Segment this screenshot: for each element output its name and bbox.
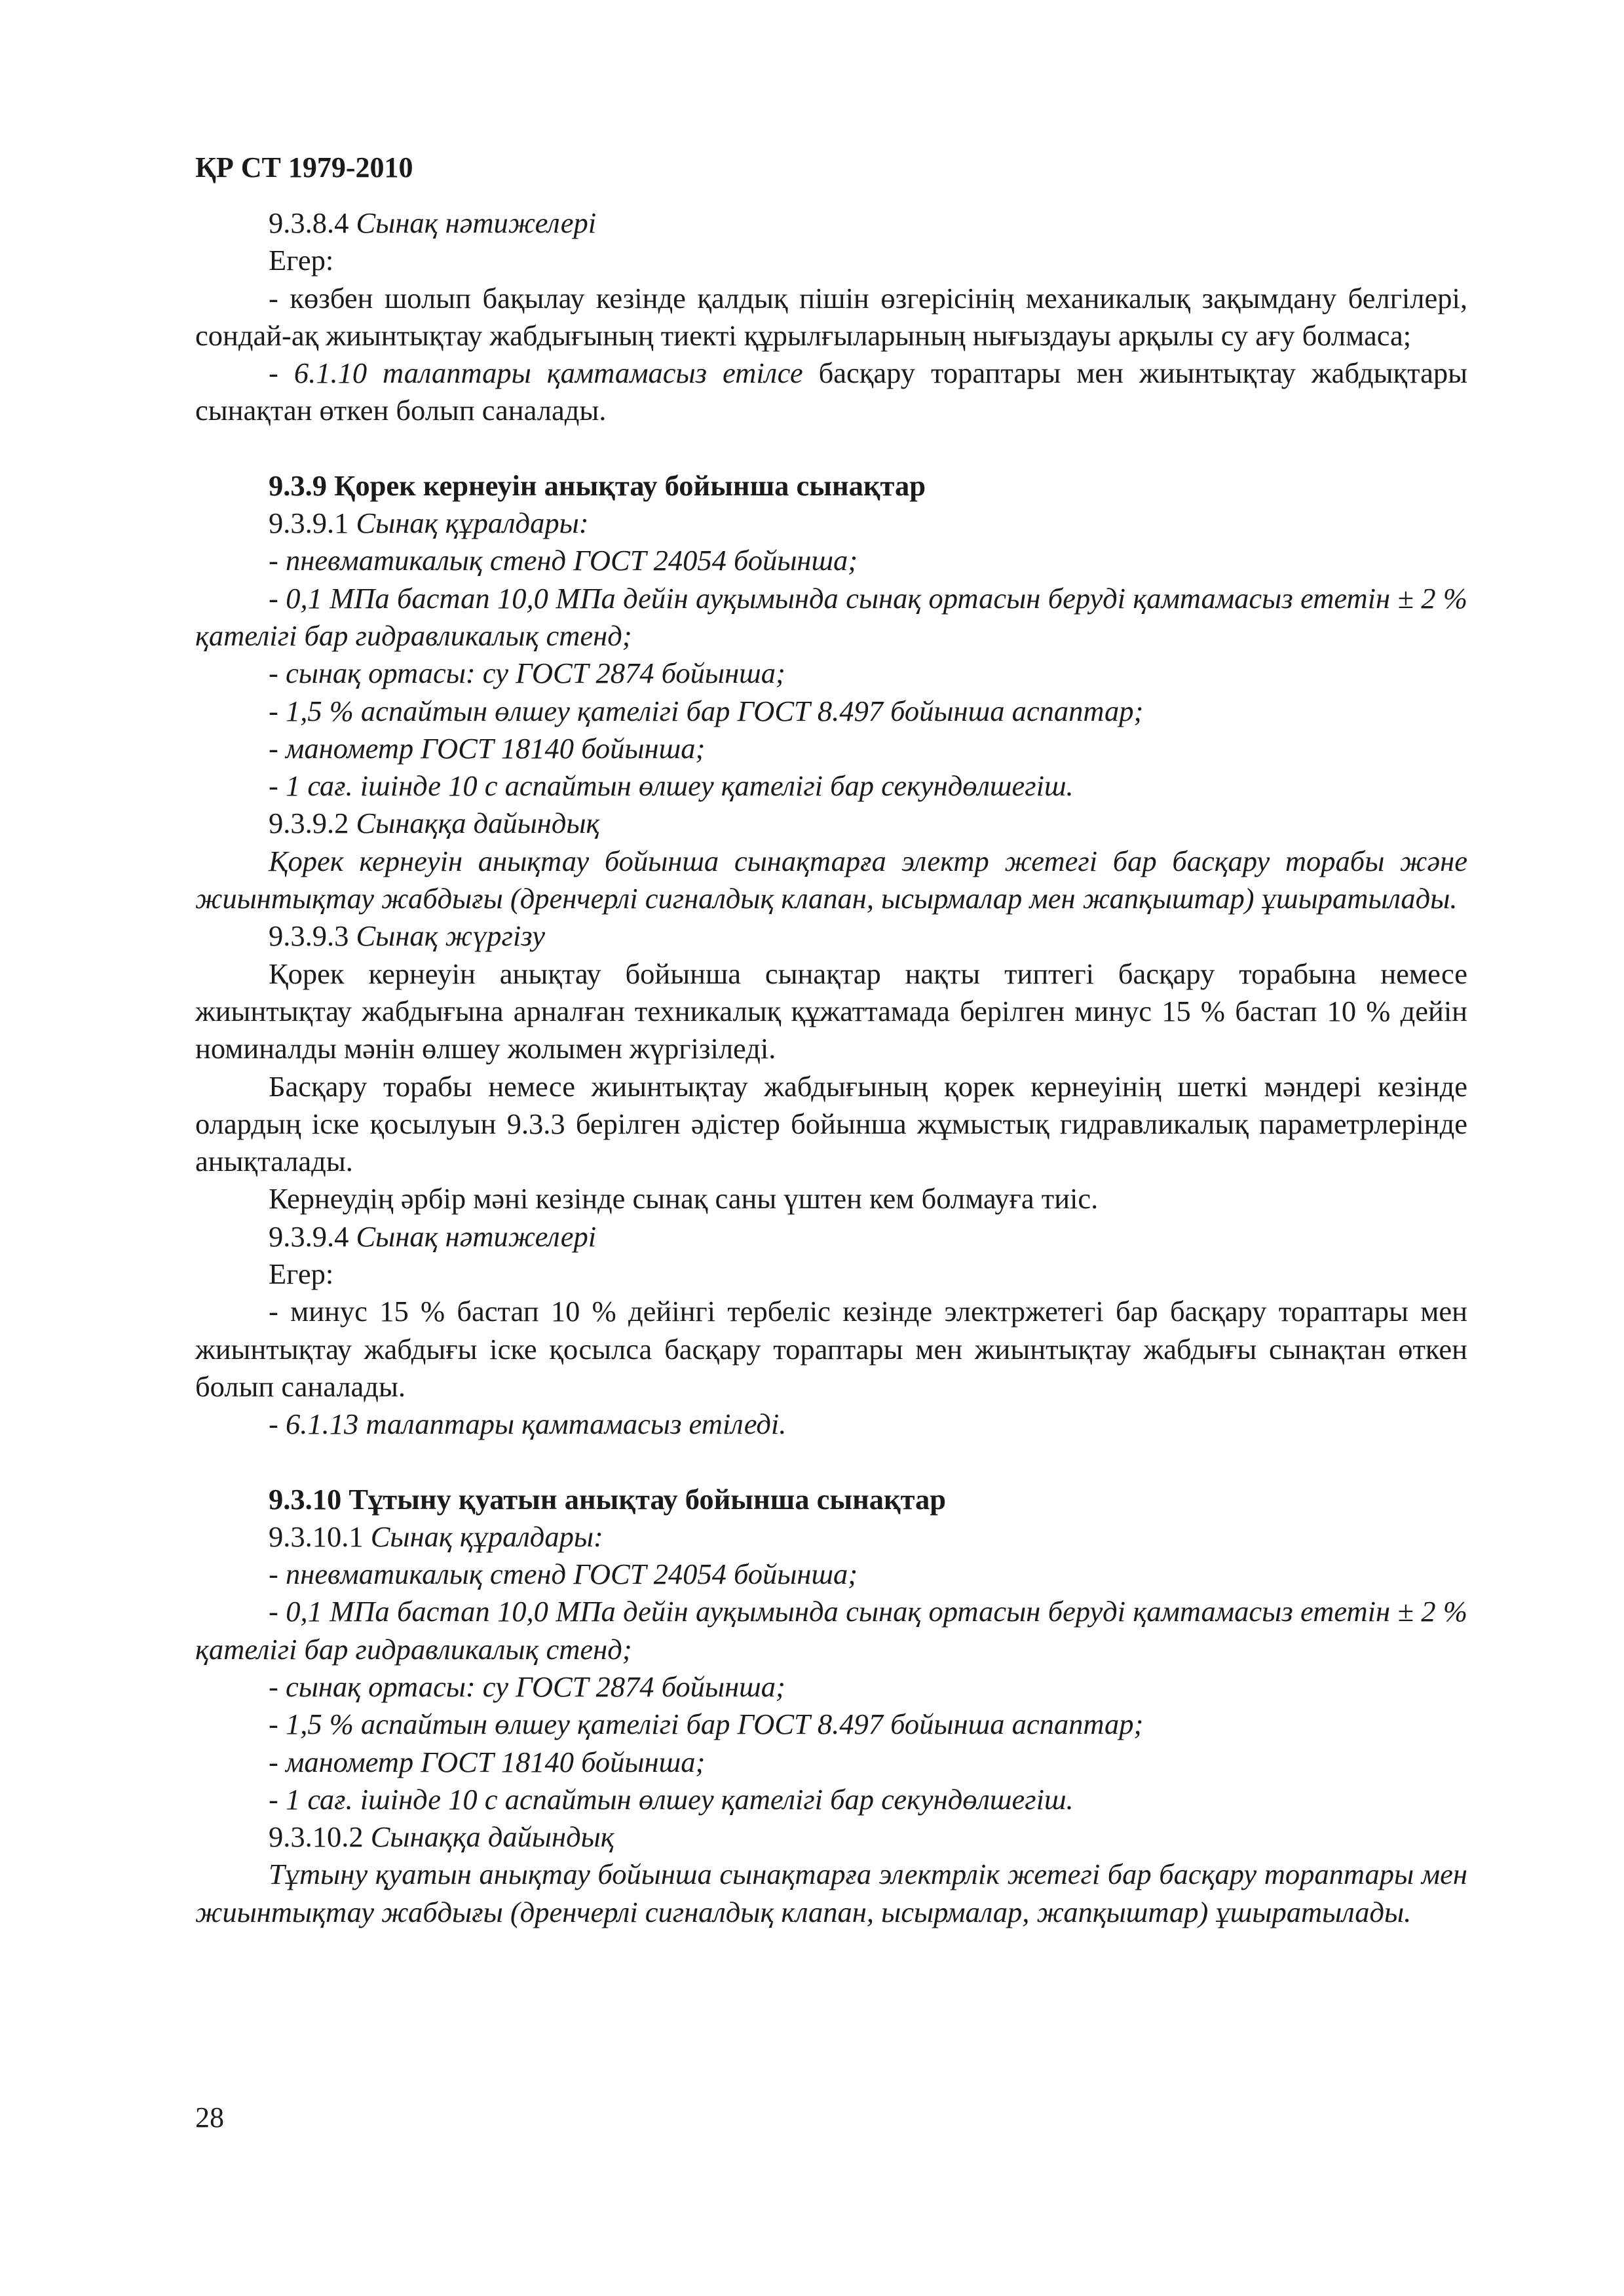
subsection-name: Сынаққа дайындық xyxy=(356,807,600,840)
subsection-number: 9.3.9.1 xyxy=(269,507,349,540)
body-paragraph: Басқару торабы немесе жиынтықтау жабдығының қорек кернеуінің шеткі мәндері кезінде олардың іске қосылуын 9.3.3 берілген әдістер бойынша жұмыстық гидравликалық параметрлерінде анықталады. xyxy=(195,1069,1467,1178)
equipment-item: - сынақ ортасы: су ГОСТ 2874 бойынша; xyxy=(269,1670,785,1703)
equipment-item: - 1 сағ. ішінде 10 с аспайтын өлшеу қателігі бар секундөлшегіш. xyxy=(269,769,1074,803)
section-heading: 9.3.9 Қорек кернеуін анықтау бойынша сынақтар xyxy=(269,469,926,502)
requirement-reference: - 6.1.10 талаптары қамтамасыз етілсе xyxy=(269,356,803,390)
subsection-title xyxy=(195,805,1467,842)
subsection-title xyxy=(195,505,1467,542)
if-label: Егер: xyxy=(269,244,334,277)
subsection-number: 9.3.9.3 xyxy=(269,919,349,953)
subsection-number: 9.3.8.4 xyxy=(269,206,349,239)
equipment-item: - 0,1 МПа бастап 10,0 МПа дейін ауқымында сынақ ортасын беруді қамтамасыз ететін ± 2 % қателігі бар гидравликалық стенд; xyxy=(195,581,1467,652)
subsection-title xyxy=(195,1818,1467,1856)
equipment-item: - сынақ ортасы: су ГОСТ 2874 бойынша; xyxy=(269,657,785,690)
if-label: Егер: xyxy=(269,1257,334,1291)
condition-item: - көзбен шолып бақылау кезінде қалдық пішін өзгерісінің механикалық зақымдану белгілері, сондай-ақ жиынтықтау жабдығының тиекті құрылғыларының нығыздауы арқылы су ағу болмаса; xyxy=(195,281,1467,352)
equipment-item: - пневматикалық стенд ГОСТ 24054 бойынша; xyxy=(269,544,858,577)
page-number: 28 xyxy=(195,2101,224,2133)
subsection-name: Сынақ нәтижелері xyxy=(356,1219,597,1253)
preparation-text: Қорек кернеуін анықтау бойынша сынақтарға электр жетегі бар басқару торабы және жиынтықтау жабдығы (дренчерлі сигналдық клапан, ысырмалар мен жапқыштар) ұшыратылады. xyxy=(195,844,1467,915)
preparation-text: Тұтыну қуатын анықтау бойынша сынақтарға электрлік жетегі бар басқару тораптары мен жиынтықтау жабдығы (дренчерлі сигналдық клапан, ысырмалар, жапқыштар) ұшыратылады. xyxy=(195,1858,1467,1928)
equipment-item: - 1 сағ. ішінде 10 с аспайтын өлшеу қателігі бар секундөлшегіш. xyxy=(269,1782,1074,1816)
body-paragraph: Кернеудің әрбір мәні кезінде сынақ саны үштен кем болмауға тиіс. xyxy=(269,1182,1099,1215)
equipment-item: - пневматикалық стенд ГОСТ 24054 бойынша; xyxy=(269,1558,858,1591)
body-paragraph: Қорек кернеуін анықтау бойынша сынақтар нақты типтегі басқару торабына немесе жиынтықтау жабдығына арналған техникалық құжаттамада берілген минус 15 % бастап 10 % дейін номиналды мәнін өлшеу жолымен жүргізіледі. xyxy=(195,957,1467,1065)
subsection-number: 9.3.9.4 xyxy=(269,1219,349,1253)
subsection-number: 9.3.9.2 xyxy=(269,807,349,840)
condition-item: - минус 15 % бастап 10 % дейінгі тербеліс кезінде электржетегі бар басқару тораптары мен жиынтықтау жабдығы іске қосылса басқару тораптары мен жиынтықтау жабдығы сынақтан өткен болып саналады. xyxy=(195,1295,1467,1403)
document-body xyxy=(195,204,1467,1931)
subsection-name: Сынаққа дайындық xyxy=(370,1820,614,1854)
subsection-name: Сынақ құралдары: xyxy=(370,1520,603,1553)
subsection-name: Сынақ жүргізу xyxy=(356,919,546,953)
standard-code-header: ҚР СТ 1979-2010 xyxy=(195,151,413,183)
equipment-item: - манометр ГОСТ 18140 бойынша; xyxy=(269,731,706,765)
subsection-title xyxy=(195,204,1467,242)
subsection-name: Сынақ нәтижелері xyxy=(356,206,597,239)
subsection-number: 9.3.10.2 xyxy=(269,1820,364,1854)
condition-item: - 6.1.13 талаптары қамтамасыз етіледі. xyxy=(269,1407,787,1441)
subsection-title xyxy=(195,1518,1467,1556)
condition-text: басқару тораптары мен жиынтықтау жабдықтары сынақтан өткен болып саналады. xyxy=(195,356,1467,427)
section-heading: 9.3.10 Тұтыну қуатын анықтау бойынша сынақтар xyxy=(269,1482,947,1516)
subsection-number: 9.3.10.1 xyxy=(269,1520,364,1553)
equipment-item: - 0,1 МПа бастап 10,0 МПа дейін ауқымында сынақ ортасын беруді қамтамасыз ететін ± 2 % қателігі бар гидравликалық стенд; xyxy=(195,1595,1467,1666)
subsection-name: Сынақ құралдары: xyxy=(356,507,589,540)
subsection-title xyxy=(195,917,1467,955)
equipment-item: - 1,5 % аспайтын өлшеу қателігі бар ГОСТ 8.497 бойынша аспаптар; xyxy=(269,694,1144,727)
subsection-title xyxy=(195,1218,1467,1255)
equipment-item: - манометр ГОСТ 18140 бойынша; xyxy=(269,1745,706,1778)
condition-item xyxy=(195,354,1467,430)
equipment-item: - 1,5 % аспайтын өлшеу қателігі бар ГОСТ 8.497 бойынша аспаптар; xyxy=(269,1708,1144,1741)
